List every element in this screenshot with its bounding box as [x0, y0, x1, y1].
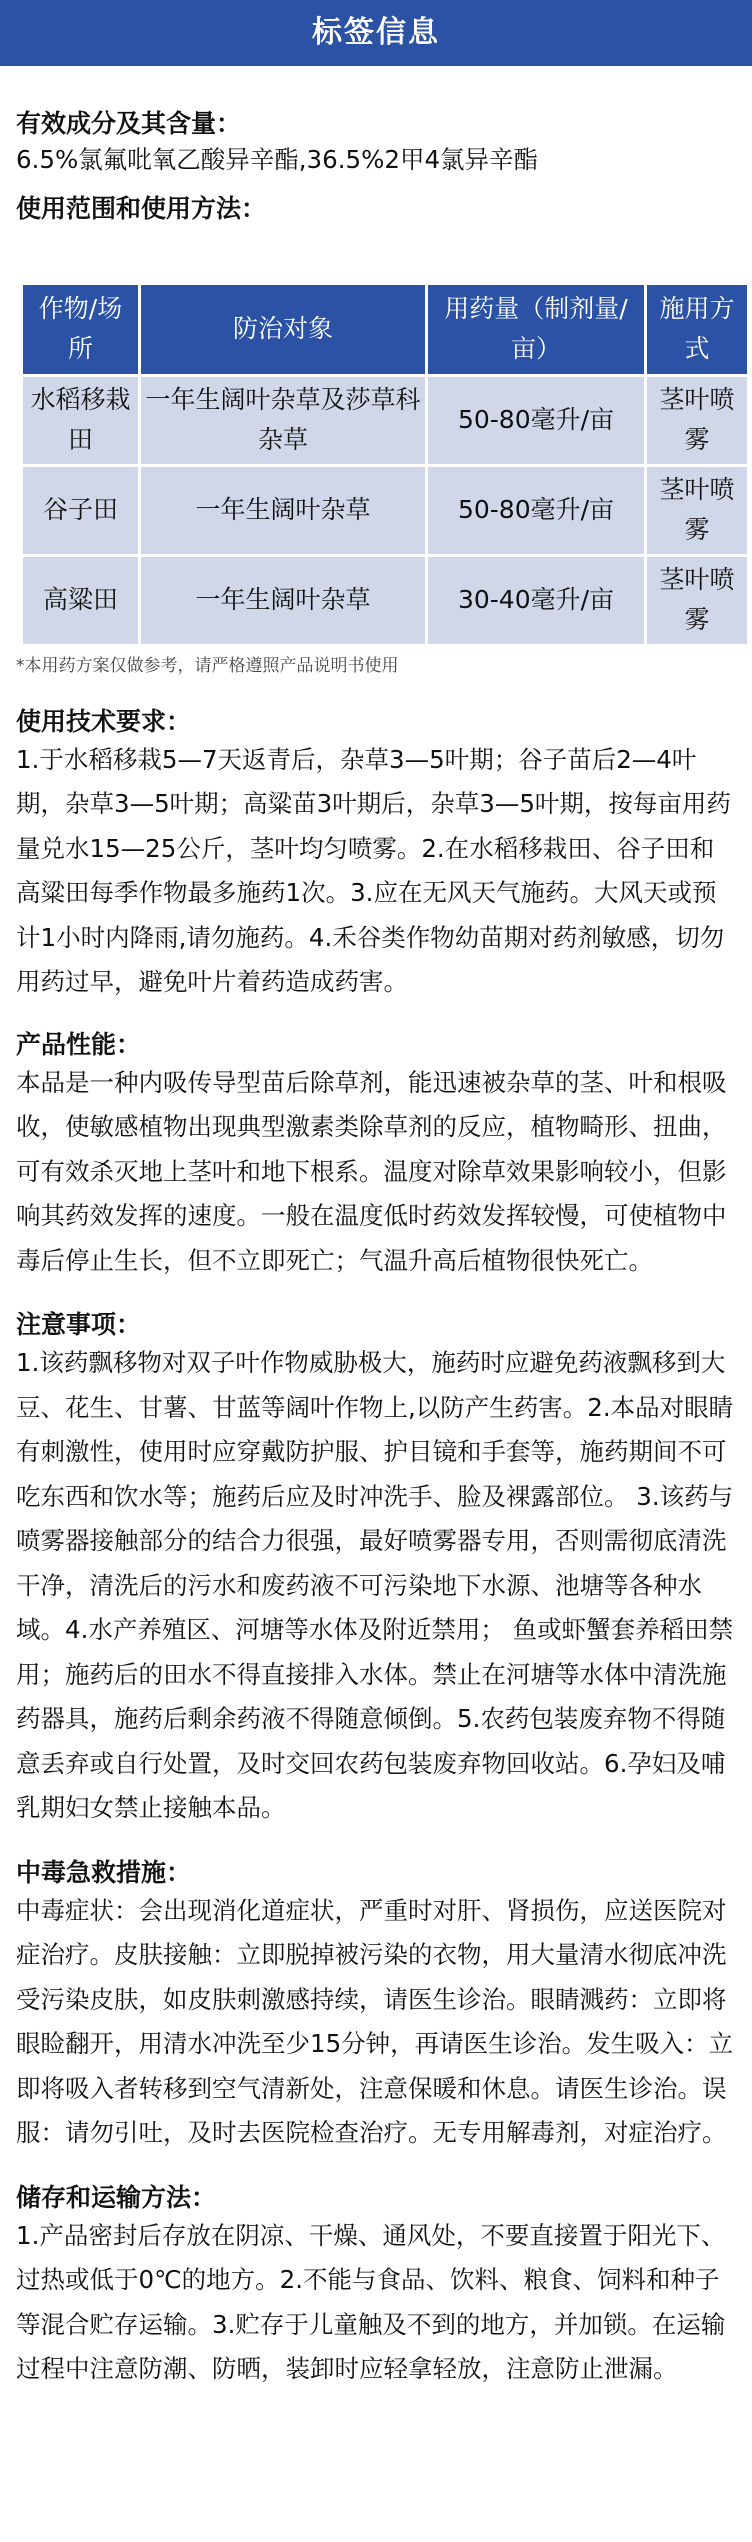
usage-note: *本用药方案仅做参考，请严格遵照产品说明书使用: [16, 655, 399, 676]
column-header: 作物/场所: [22, 283, 140, 375]
precautions-title: 注意事项：: [16, 1310, 142, 1339]
table-cell: 茎叶喷雾: [646, 375, 749, 465]
technique-title: 使用技术要求：: [16, 706, 192, 736]
column-header: 防治对象: [140, 283, 427, 375]
table-cell: 水稻移栽田: [22, 375, 140, 465]
table-cell: 高粱田: [22, 555, 140, 645]
storage-title: 储存和运输方法：: [16, 2182, 217, 2212]
table-cell: 谷子田: [22, 465, 140, 555]
technique-text: 1.于水稻移栽5—7天返青后，杂草3—5叶期；谷子苗后2—4叶期，杂草3—5叶期；高粱苗3叶期后，杂草3—5叶期，按每亩用药量兑水15—25公斤，茎叶均匀喷雾。2.在水稻移栽田、谷子田和高粱田每季作物最多施药1次。3.应在无风天气施药。大风天或预计1小时内降雨,请勿施药。4.禾谷类作物幼苗期对药剂敏感，切勿用药过早，避免叶片着药造成药害。: [16, 744, 731, 996]
precautions-text: 1.该药飘移物对双子叶作物威胁极大，施药时应避免药液飘移到大豆、花生、甘薯、甘蓝等阔叶作物上,以防产生药害。2.本品对眼睛有刺激性，使用时应穿戴防护服、护目镜和手套等，施药期间不可吃东西和饮水等；施药后应及时冲洗手、脸及裸露部位。 3.该药与喷雾器接触部分的结合力很强，最好喷雾器专用，否则需彻底清洗干净，清洗后的污水和废药液不可污染地下水源、池塘等各种水域。4.水产养殖区、河塘等水体及附近禁用； 鱼或虾蟹套养稻田禁用；施药后的田水不得直接排入水体。禁止在河塘等水体中清洗施药器具，施药后剩余药液不得随意倾倒。5.农药包装废弃物不得随意丢弃或自行处置，及时交回农药包装废弃物回收站。6.孕妇及哺乳期妇女禁止接触本品。: [16, 1348, 734, 1822]
first-aid-text: 中毒症状：会出现消化道症状，严重时对肝、肾损伤，应送医院对症治疗。皮肤接触：立即脱掉被污染的衣物，用大量清水彻底冲洗受污染皮肤，如皮肤刺激感持续，请医生诊治。眼睛溅药：立即将眼睑翻开，用清水冲洗至少15分钟，再请医生诊治。发生吸入：立即将吸入者转移到空气清新处，注意保暖和休息。请医生诊治。误服：请勿引吐，及时去医院检查治疗。无专用解毒剂，对症治疗。: [16, 1895, 734, 2147]
table-cell: 50-80毫升/亩: [427, 375, 646, 465]
column-header: 施用方式: [646, 283, 749, 375]
ingredients-title: 有效成分及其含量：: [16, 109, 242, 138]
table-cell: 30-40毫升/亩: [427, 555, 646, 645]
table-row: [22, 375, 749, 465]
table-row: [22, 555, 749, 645]
first-aid-title: 中毒急救措施：: [16, 1857, 192, 1887]
table-cell: 一年生阔叶杂草及莎草科杂草: [140, 375, 427, 465]
page-title: 标签信息: [312, 15, 440, 50]
table-row: [22, 465, 749, 555]
storage-text: 1.产品密封后存放在阴凉、干燥、通风处，不要直接置于阳光下、过热或低于0℃的地方。2.不能与食品、饮料、粮食、饲料和种子等混合贮存运输。3.贮存于儿童触及不到的地方，并加锁。在运输过程中注意防潮、防晒，装卸时应轻拿轻放，注意防止泄漏。: [16, 2220, 726, 2383]
table-cell: 茎叶喷雾: [646, 555, 749, 645]
label-content: [0, 104, 752, 2392]
performance-title: 产品性能：: [16, 1029, 142, 1059]
usage-table: [20, 282, 750, 647]
label-info-header: [0, 0, 752, 66]
column-header: 用药量（制剂量/亩）: [427, 283, 646, 375]
table-header-row: [22, 283, 749, 375]
usage-title: 使用范围和使用方法：: [16, 193, 267, 223]
table-cell: 茎叶喷雾: [646, 465, 749, 555]
performance-text: 本品是一种内吸传导型苗后除草剂，能迅速被杂草的茎、叶和根吸收，使敏感植物出现典型激素类除草剂的反应，植物畸形、扭曲，可有效杀灭地上茎叶和地下根系。温度对除草效果影响较小，但影响其药效发挥的速度。一般在温度低时药效发挥较慢，可使植物中毒后停止生长，但不立即死亡；气温升高后植物很快死亡。: [16, 1067, 727, 1275]
ingredients-text: 6.5%氯氟吡氧乙酸异辛酯,36.5%2甲4氯异辛酯: [16, 145, 539, 174]
table-cell: 一年生阔叶杂草: [140, 465, 427, 555]
table-cell: 50-80毫升/亩: [427, 465, 646, 555]
table-cell: 一年生阔叶杂草: [140, 555, 427, 645]
